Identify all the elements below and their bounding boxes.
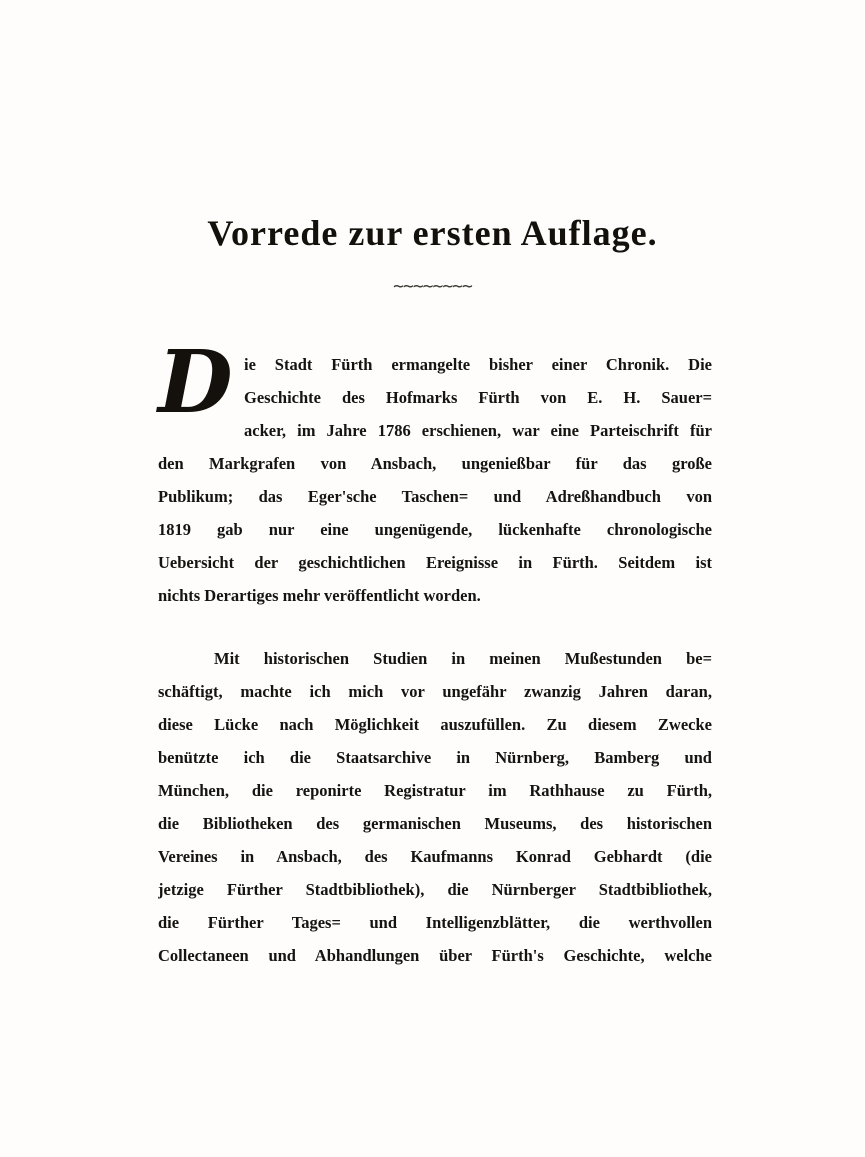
text-line: benützte ich die Staatsarchive in Nürnberg, Bamberg und [158,748,712,767]
text-line: Uebersicht der geschichtlichen Ereignisse in Fürth. Seitdem ist [158,553,712,572]
drop-cap-initial: D [158,332,233,433]
paragraph-2 [158,642,712,972]
text-block [158,332,712,972]
text-line: jetzige Fürther Stadtbibliothek), die Nürnberger Stadtbibliothek, [158,880,712,899]
text-line: acker, im Jahre 1786 erschienen, war eine Parteischrift für [244,421,712,440]
text-line: 1819 gab nur eine ungenügende, lückenhafte chronologische [158,520,712,539]
page-title: Vorrede zur ersten Auflage. [207,213,658,254]
text-line: die Bibliotheken des germanischen Museums, des historischen [158,814,712,833]
text-line: ie Stadt Fürth ermangelte bisher einer Chronik. Die [244,355,712,374]
text-line: Mit historischen Studien in meinen Mußestunden be= [214,649,712,668]
text-line: Collectaneen und Abhandlungen über Fürth's Geschichte, welche [158,946,712,965]
text-line: Vereines in Ansbach, des Kaufmanns Konrad Gebhardt (die [158,847,712,866]
text-line: den Markgrafen von Ansbach, ungenießbar für das große [158,454,712,473]
text-line: nichts Derartiges mehr veröffentlicht worden. [158,586,481,605]
text-line: München, die reponirte Registratur im Rathhause zu Fürth, [158,781,712,800]
paragraph-1 [158,332,712,612]
text-line: Geschichte des Hofmarks Fürth von E. H. Sauer= [244,388,712,407]
text-line: schäftigt, machte ich mich vor ungefähr zwanzig Jahren daran, [158,682,712,701]
text-line: Publikum; das Eger'sche Taschen= und Adreßhandbuch von [158,487,712,506]
squiggle-divider-ornament: ~~~~~~~~ [393,276,472,297]
text-line: die Fürther Tages= und Intelligenzblätter, die werthvollen [158,913,712,932]
text-line: diese Lücke nach Möglichkeit auszufüllen. Zu diesem Zwecke [158,715,712,734]
